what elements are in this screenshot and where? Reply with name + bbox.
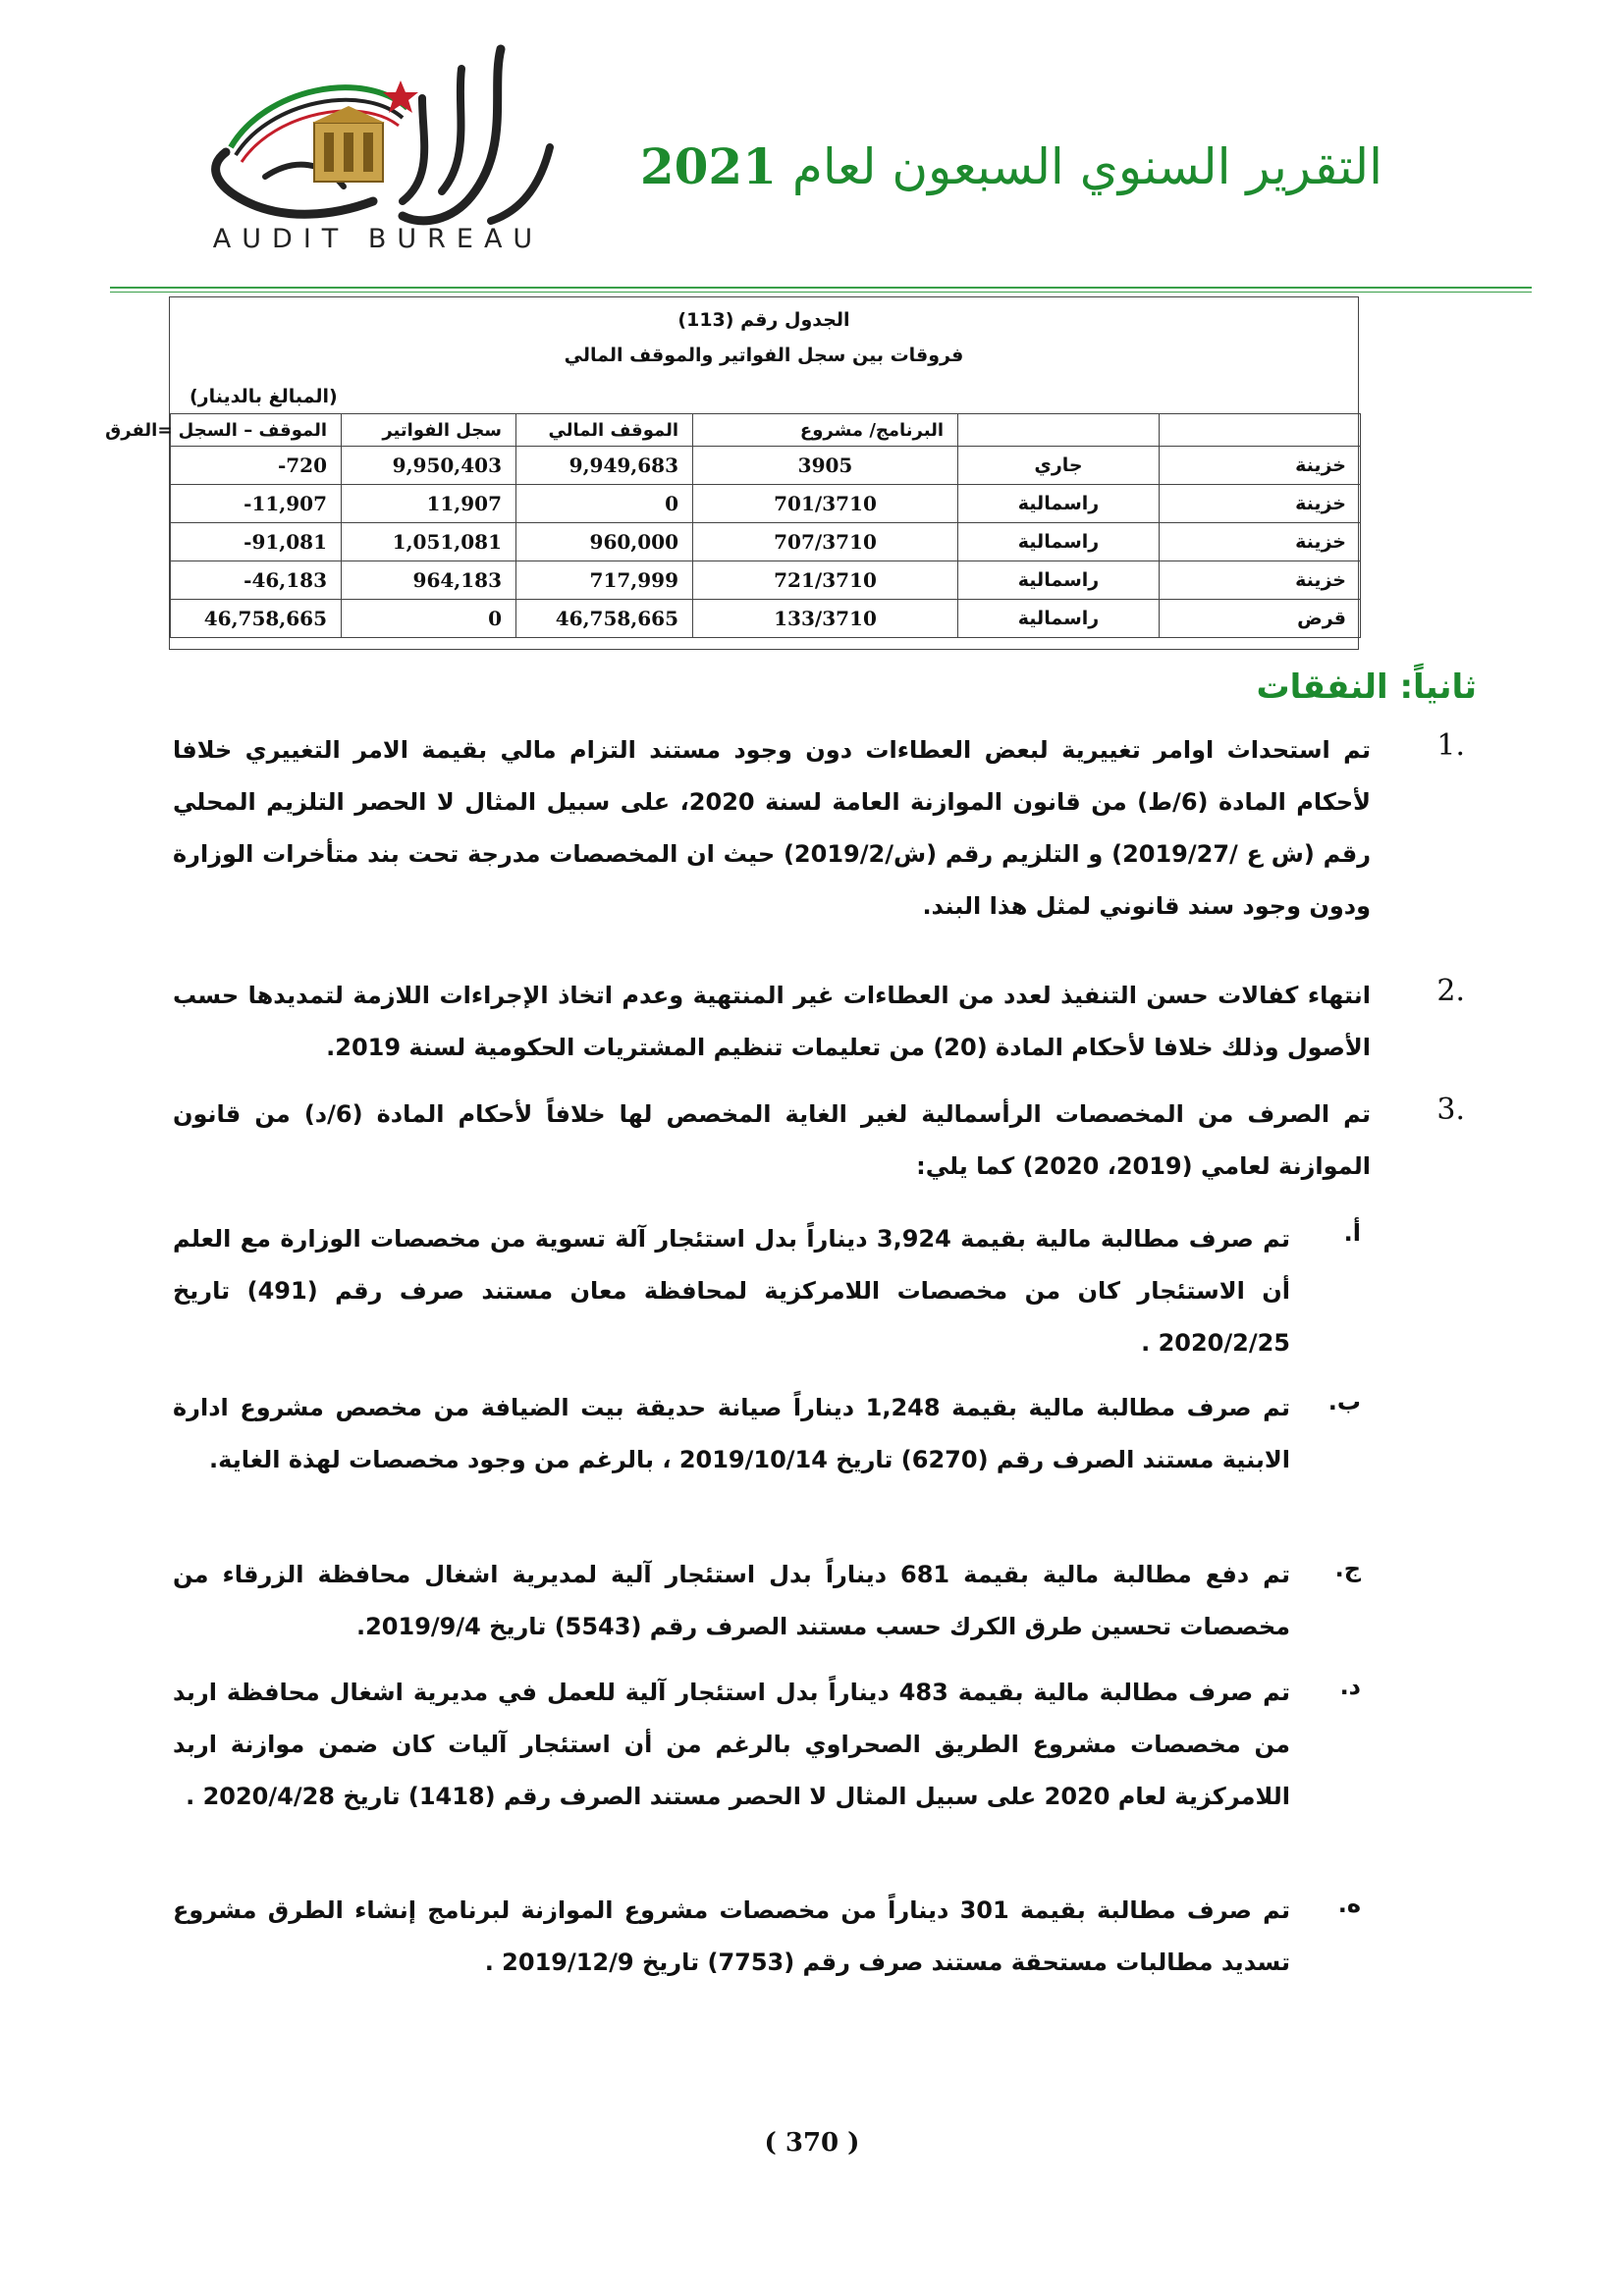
item-number: 1. bbox=[1436, 728, 1465, 763]
item-text: تم استحداث اوامر تغييرية لبعض العطاءات دون وجود مستند التزام مالي بقيمة الامر التغييري خلافا لأحكام المادة (6/ط) من قانون الموازنة العامة لسنة 2020، على سبيل المثال لا الحصر التلزيم المحلي رقم (ش ع /2019/27) و التلزيم رقم (ش/2019/2) حيث ان المخصصات مدرجة تحت بند متأخرات الوزارة ودون وجود سند قانوني لمثل هذا البند. bbox=[173, 736, 1372, 920]
cell-financial: 717,999 bbox=[516, 561, 693, 600]
table-row bbox=[171, 485, 1361, 523]
cell-diff: -11,907 bbox=[171, 485, 342, 523]
header-program: البرنامج/ مشروع bbox=[693, 414, 958, 447]
cell-program: 133/3710 bbox=[693, 600, 958, 638]
report-title-text: التقرير السنوي السبعون لعام bbox=[777, 138, 1382, 195]
subitem-mark: ب. bbox=[1327, 1388, 1361, 1415]
subitem-text: تم صرف مطالبة مالية بقيمة 483 ديناراً بدل استئجار آلية للعمل في مديرية اشغال محافظة اربد من مخصصات مشروع الطريق الصحراوي بالرغم من أن استئجار آليات كان ضمن موازنة اربد اللامركزية لعام 2020 على سبيل المثال لا الحصر مستند الصرف رقم (1418) تاريخ 2020/4/28 . bbox=[173, 1679, 1290, 1810]
cell-invoices: 0 bbox=[342, 600, 516, 638]
cell-program: 3905 bbox=[693, 447, 958, 485]
item-text: انتهاء كفالات حسن التنفيذ لعدد من العطاءات غير المنتهية وعدم اتخاذ الإجراءات اللازمة لتمديدها حسب الأصول وذلك خلافا لأحكام المادة (20) من تعليمات تنظيم المشتريات الحكومية لسنة 2019. bbox=[173, 982, 1371, 1061]
cell-diff: 46,758,665 bbox=[171, 600, 342, 638]
cell-financial: 9,949,683 bbox=[516, 447, 693, 485]
subitem-mark: د. bbox=[1339, 1673, 1361, 1700]
table-row bbox=[171, 561, 1361, 600]
subitem-text: تم صرف مطالبة بقيمة 301 ديناراً من مخصصات مشروع الموازنة لبرنامج إنشاء الطرق مشروع تسديد مطالبات مستحقة مستند صرف رقم (7753) تاريخ 2019/12/9 . bbox=[173, 1896, 1290, 1976]
header-financial: الموقف المالي bbox=[516, 414, 693, 447]
subitem-text: تم صرف مطالبة مالية بقيمة 1,248 ديناراً صيانة حديقة بيت الضيافة من مخصص مشروع ادارة الابنية مستند الصرف رقم (6270) تاريخ 2019/10/14 ، بالرغم من وجود مخصصات لهذة الغاية. bbox=[173, 1394, 1291, 1473]
subitem-text: تم دفع مطالبة مالية بقيمة 681 ديناراً بدل استئجار آلية لمديرية اشغال محافظة الزرقاء من مخصصات تحسين طرق الكرك حسب مستند الصرف رقم (5543) تاريخ 2019/9/4. bbox=[173, 1561, 1291, 1640]
audit-bureau-wordmark: AUDIT BUREAU bbox=[212, 224, 544, 254]
table-number: الجدول رقم (113) bbox=[677, 309, 850, 331]
differences-table bbox=[105, 296, 1359, 650]
cell-source: خزينة bbox=[1160, 447, 1361, 485]
header-invoices: سجل الفواتير bbox=[342, 414, 516, 447]
cell-kind: راسمالية bbox=[958, 523, 1160, 561]
cell-program: 721/3710 bbox=[693, 561, 958, 600]
item-text: تم الصرف من المخصصات الرأسمالية لغير الغاية المخصص لها خلافاً لأحكام المادة (6/د) من قانون الموازنة لعامي (2019، 2020) كما يلي: bbox=[173, 1100, 1371, 1180]
table-row bbox=[171, 523, 1361, 561]
cell-kind: راسمالية bbox=[958, 485, 1160, 523]
subitem-text: تم صرف مطالبة مالية بقيمة 3,924 ديناراً بدل استئجار آلة تسوية من مخصصات الوزارة مع العلم أن الاستئجار كان من مخصصات اللامركزية لمحافظة معان مستند صرف رقم (491) تاريخ 2020/2/25 . bbox=[173, 1225, 1291, 1357]
cell-program: 701/3710 bbox=[693, 485, 958, 523]
cell-invoices: 964,183 bbox=[342, 561, 516, 600]
cell-financial: 960,000 bbox=[516, 523, 693, 561]
table-row bbox=[171, 600, 1361, 638]
header-kind bbox=[958, 414, 1160, 447]
cell-diff: -91,081 bbox=[171, 523, 342, 561]
table-caption bbox=[170, 297, 1358, 414]
cell-diff: -46,183 bbox=[171, 561, 342, 600]
cell-financial: 0 bbox=[516, 485, 693, 523]
subitem-mark: ج. bbox=[1334, 1555, 1361, 1582]
report-title bbox=[640, 137, 1382, 195]
table-grid bbox=[105, 413, 1361, 638]
cell-source: قرض bbox=[1160, 600, 1361, 638]
cell-invoices: 1,051,081 bbox=[342, 523, 516, 561]
cell-financial: 46,758,665 bbox=[516, 600, 693, 638]
table-subtitle: فروقات بين سجل الفواتير والموقف المالي bbox=[564, 345, 964, 366]
subitem-mark: ه. bbox=[1337, 1891, 1361, 1918]
page-number: ( 370 ) bbox=[764, 2128, 860, 2158]
header-diff: الموقف – السجل =الفرق bbox=[171, 414, 342, 447]
report-year: 2021 bbox=[639, 137, 777, 195]
table-unit: (المبالغ بالدينار) bbox=[189, 386, 338, 407]
subitem-mark: أ. bbox=[1343, 1219, 1361, 1247]
header-divider bbox=[110, 287, 1532, 289]
cell-kind: راسمالية bbox=[958, 561, 1160, 600]
item-number: 3. bbox=[1436, 1093, 1465, 1127]
table-row bbox=[171, 447, 1361, 485]
header-source bbox=[1160, 414, 1361, 447]
cell-source: خزينة bbox=[1160, 561, 1361, 600]
cell-program: 707/3710 bbox=[693, 523, 958, 561]
page-header bbox=[0, 0, 1624, 294]
cell-kind: جاري bbox=[958, 447, 1160, 485]
audit-bureau-logo bbox=[177, 29, 569, 255]
cell-kind: راسمالية bbox=[958, 600, 1160, 638]
cell-source: خزينة bbox=[1160, 523, 1361, 561]
cell-source: خزينة bbox=[1160, 485, 1361, 523]
table-header-row bbox=[171, 414, 1361, 447]
cell-diff: -720 bbox=[171, 447, 342, 485]
header-divider-thin bbox=[110, 292, 1532, 293]
cell-invoices: 11,907 bbox=[342, 485, 516, 523]
cell-invoices: 9,950,403 bbox=[342, 447, 516, 485]
item-number: 2. bbox=[1436, 974, 1465, 1008]
section-heading: ثانياً: النفقات bbox=[1256, 667, 1477, 707]
logo-emblem-icon bbox=[177, 29, 569, 255]
